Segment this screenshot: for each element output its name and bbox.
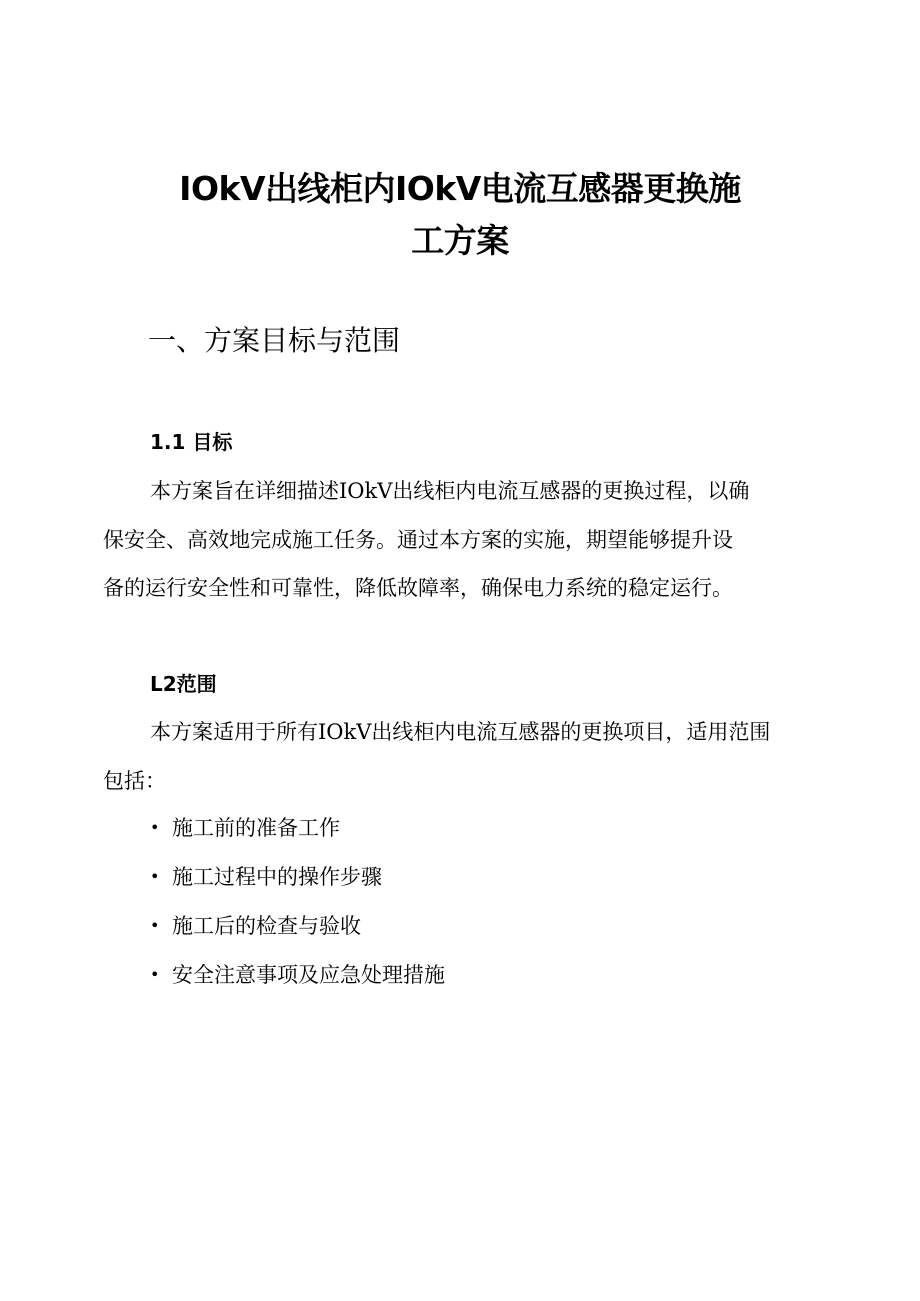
goal-paragraph-line: 本方案旨在详细描述IOkV出线柜内电流互感器的更换过程，以确: [150, 479, 750, 503]
goal-paragraph-line: 备的运行安全性和可靠性，降低故障率，确保电力系统的稳定运行。: [103, 576, 733, 600]
goal-paragraph-line: 保安全、高效地完成施工任务。通过本方案的实施，期望能够提升设: [103, 528, 733, 552]
list-item-text: 施工过程中的操作步骤: [172, 865, 382, 889]
bullet-icon: •: [150, 867, 160, 886]
scope-paragraph-line: 本方案适用于所有IOkV出线柜内电流互感器的更换项目，适用范围: [150, 720, 771, 744]
bullet-icon: •: [150, 916, 160, 935]
list-item: [150, 818, 445, 867]
list-item-text: 施工后的检查与验收: [172, 914, 361, 938]
document-title-line-2: 工方案: [411, 221, 509, 260]
goal-heading: 1.1 目标: [150, 430, 233, 454]
list-item-text: 安全注意事项及应急处理措施: [172, 963, 445, 987]
list-item: [150, 965, 445, 1014]
section-heading: 一、方案目标与范围: [148, 324, 401, 357]
bullet-icon: •: [150, 818, 160, 837]
list-item-text: 施工前的准备工作: [172, 816, 340, 840]
scope-bullet-list: [150, 818, 445, 1014]
list-item: [150, 916, 445, 965]
list-item: [150, 867, 445, 916]
scope-heading: L2范围: [150, 672, 217, 696]
bullet-icon: •: [150, 965, 160, 984]
document-title-line-1: IOkV出线柜内IOkV电流互感器更换施: [179, 169, 741, 208]
scope-paragraph-line: 包括：: [103, 769, 166, 793]
